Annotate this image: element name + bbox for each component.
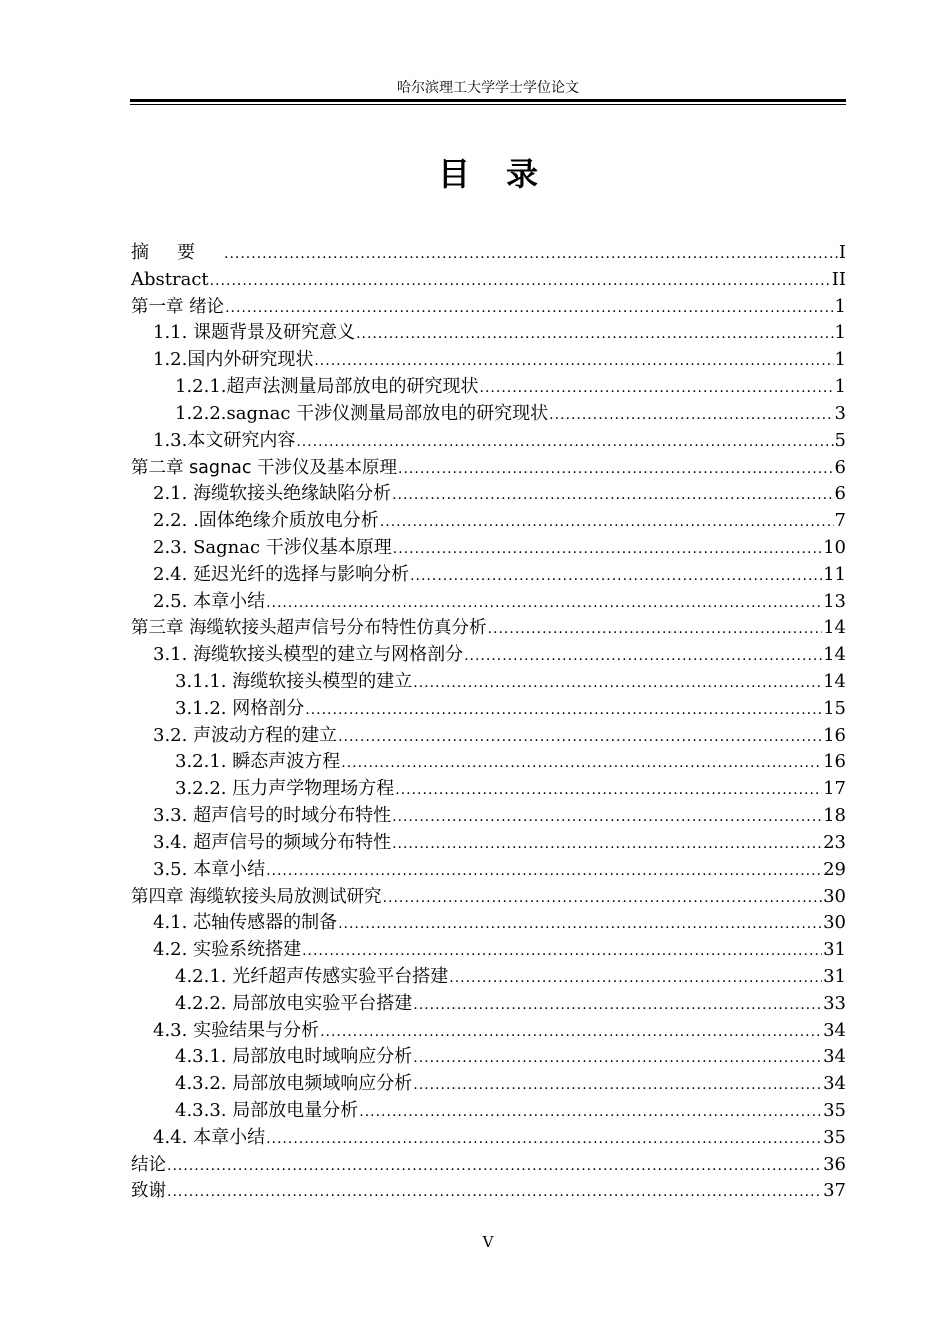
toc-entry[interactable] <box>131 535 846 562</box>
toc-entry-page: 10 <box>823 536 846 558</box>
toc-entry[interactable] <box>131 374 846 401</box>
header-rule-thin <box>130 104 846 105</box>
toc-entry[interactable] <box>131 1178 846 1205</box>
toc-entry-label: 1.2.2.sagnac 干涉仪测量局部放电的研究现状 <box>175 402 549 424</box>
toc-entry[interactable] <box>131 1018 846 1045</box>
toc-dot-leader <box>395 777 822 804</box>
toc-entry-label: 第四章 海缆软接头局放测试研究 <box>131 886 382 907</box>
toc-entry-page: 1 <box>834 322 846 344</box>
toc-entry-page: 16 <box>823 724 846 746</box>
toc-entry-label: 1.3.本文研究内容 <box>153 429 296 451</box>
toc-entry[interactable] <box>131 615 846 642</box>
toc-entry[interactable] <box>131 723 846 750</box>
toc-entry-label: Abstract <box>131 268 209 290</box>
toc-entry[interactable] <box>131 508 846 535</box>
toc-dot-leader <box>305 697 822 724</box>
toc-entry[interactable] <box>131 749 846 776</box>
toc-entry-page: 14 <box>823 617 846 639</box>
toc-dot-leader <box>338 724 822 751</box>
toc-entry-page: 31 <box>823 965 846 987</box>
running-header: 哈尔滨理工大学学士学位论文 <box>397 80 579 96</box>
toc-entry-page: 34 <box>823 1073 846 1095</box>
toc-dot-leader <box>398 456 834 483</box>
toc-entry-page: 18 <box>823 805 846 827</box>
toc-dot-leader <box>480 375 834 402</box>
toc-entry-page: 11 <box>823 563 846 585</box>
toc-dot-leader <box>449 965 822 992</box>
header-rule <box>130 99 846 102</box>
toc-entry[interactable] <box>131 1098 846 1125</box>
toc-dot-leader <box>380 509 834 536</box>
toc-entry[interactable] <box>131 267 846 294</box>
toc-entry-page: 14 <box>823 644 846 666</box>
toc-entry-page: 31 <box>823 939 846 961</box>
toc-entry-label: 4.2. 实验系统搭建 <box>153 939 302 961</box>
toc-entry-label: 4.3.1. 局部放电时域响应分析 <box>175 1046 413 1068</box>
toc-entry-page: 15 <box>823 697 846 719</box>
toc-entry[interactable] <box>131 910 846 937</box>
toc-entry-page: 3 <box>834 402 846 424</box>
toc-entry[interactable] <box>131 294 846 321</box>
toc-dot-leader <box>410 563 822 590</box>
toc-entry-page: II <box>831 268 846 290</box>
toc-dot-leader <box>413 992 822 1019</box>
toc-entry-page: 13 <box>823 590 846 612</box>
toc-entry[interactable] <box>131 1071 846 1098</box>
toc-entry-label: 2.5. 本章小结 <box>153 590 266 612</box>
toc-entry-page: 6 <box>834 483 846 505</box>
toc-dot-leader <box>338 911 822 938</box>
toc-dot-leader <box>167 1153 822 1180</box>
toc-dot-leader <box>392 831 822 858</box>
toc-dot-leader <box>356 321 833 348</box>
toc-entry-page: 30 <box>823 885 846 907</box>
toc-entry[interactable] <box>131 1152 846 1179</box>
toc-dot-leader <box>413 670 822 697</box>
toc-entry[interactable] <box>131 401 846 428</box>
toc-dot-leader <box>167 1179 822 1206</box>
toc-dot-leader <box>341 750 822 777</box>
toc-dot-leader <box>383 885 823 912</box>
toc-entry-label: 2.4. 延迟光纤的选择与影响分析 <box>153 563 410 585</box>
toc-dot-leader <box>266 858 822 885</box>
toc-entry[interactable] <box>131 589 846 616</box>
toc-entry-label: 3.2.2. 压力声学物理场方程 <box>175 778 395 800</box>
toc-entry-label: 2.2. .固体绝缘介质放电分析 <box>153 510 379 532</box>
toc-entry-page: 30 <box>823 912 846 934</box>
toc-dot-leader <box>488 616 823 643</box>
toc-entry-label: 3.1.1. 海缆软接头模型的建立 <box>175 671 413 692</box>
toc-entry[interactable] <box>131 1044 846 1071</box>
toc-entry-page: 35 <box>823 1126 846 1148</box>
toc-dot-leader <box>393 536 822 563</box>
toc-entry-label: 3.5. 本章小结 <box>153 858 266 880</box>
toc-entry-label: 3.1.2. 网格剖分 <box>175 697 305 719</box>
toc-entry-page: 36 <box>823 1153 846 1175</box>
toc-dot-leader <box>224 241 838 268</box>
toc-entry-page: 1 <box>834 376 846 398</box>
toc-entry-page: I <box>838 242 846 263</box>
toc-entry[interactable] <box>131 642 846 669</box>
toc-entry[interactable] <box>131 240 846 267</box>
toc-entry[interactable] <box>131 776 846 803</box>
toc-entry-page: 34 <box>823 1019 846 1041</box>
toc-entry-page: 17 <box>823 778 846 800</box>
toc-entry[interactable] <box>131 669 846 696</box>
toc-entry-page: 7 <box>834 510 846 532</box>
toc-entry-page: 1 <box>834 295 846 317</box>
toc-entry[interactable] <box>131 964 846 991</box>
toc-dot-leader <box>266 1126 822 1153</box>
toc-dot-leader <box>210 268 831 295</box>
toc-entry-label: 1.1. 课题背景及研究意义 <box>153 322 356 344</box>
toc-entry[interactable] <box>131 991 846 1018</box>
toc-dot-leader <box>296 429 833 456</box>
toc-entry[interactable] <box>131 428 846 455</box>
toc-dot-leader <box>314 348 833 375</box>
toc-entry-page: 35 <box>823 1100 846 1121</box>
table-of-contents <box>131 240 846 1205</box>
toc-entry[interactable] <box>131 803 846 830</box>
toc-entry-label: 第三章 海缆软接头超声信号分布特性仿真分析 <box>131 618 487 639</box>
toc-entry-label: 3.2. 声波动方程的建立 <box>153 724 338 746</box>
toc-entry-page: 37 <box>823 1180 846 1202</box>
toc-dot-leader <box>266 590 822 617</box>
toc-entry[interactable] <box>131 320 846 347</box>
toc-dot-leader <box>359 1099 822 1126</box>
toc-entry-page: 33 <box>823 992 846 1014</box>
toc-entry-label: 3.1. 海缆软接头模型的建立与网格剖分 <box>153 644 464 666</box>
toc-entry-label: 摘要 <box>131 242 223 263</box>
toc-entry[interactable] <box>131 481 846 508</box>
toc-entry-label: 2.3. Sagnac 干涉仪基本原理 <box>153 536 392 558</box>
toc-entry[interactable] <box>131 1125 846 1152</box>
toc-dot-leader <box>549 402 833 429</box>
toc-entry-page: 34 <box>823 1046 846 1068</box>
toc-entry[interactable] <box>131 884 846 911</box>
toc-entry-label: 第一章 绪论 <box>131 296 225 317</box>
toc-entry[interactable] <box>131 696 846 723</box>
page-number: V <box>482 1233 494 1251</box>
toc-entry-label: 4.2.1. 光纤超声传感实验平台搭建 <box>175 965 449 987</box>
toc-entry-label: 3.3. 超声信号的时域分布特性 <box>153 805 392 827</box>
toc-entry-page: 1 <box>834 349 846 371</box>
toc-entry-page: 29 <box>823 858 846 880</box>
toc-entry-label: 2.1. 海缆软接头绝缘缺陷分析 <box>153 483 392 505</box>
toc-title: 目录 <box>437 155 574 193</box>
toc-dot-leader <box>392 804 822 831</box>
toc-entry-label: 3.4. 超声信号的频域分布特性 <box>153 831 392 853</box>
toc-dot-leader <box>302 938 822 965</box>
toc-entry-label: 1.2.1.超声法测量局部放电的研究现状 <box>175 376 479 398</box>
toc-entry-page: 16 <box>823 751 846 773</box>
toc-entry-page: 5 <box>834 429 846 451</box>
toc-entry-label: 3.2.1. 瞬态声波方程 <box>175 751 341 773</box>
toc-dot-leader <box>225 295 833 322</box>
toc-entry-label: 4.3.2. 局部放电频域响应分析 <box>175 1073 413 1095</box>
toc-entry-label: 4.1. 芯轴传感器的制备 <box>153 912 338 934</box>
toc-entry-label: 结论 <box>131 1154 166 1175</box>
toc-entry[interactable] <box>131 857 846 884</box>
toc-entry[interactable] <box>131 830 846 857</box>
toc-entry-label: 4.3.3. 局部放电量分析 <box>175 1100 359 1121</box>
toc-entry-label: 致谢 <box>131 1181 166 1202</box>
toc-entry-label: 第二章 sagnac 干涉仪及基本原理 <box>131 457 398 478</box>
toc-dot-leader <box>413 1045 822 1072</box>
toc-entry[interactable] <box>131 937 846 964</box>
toc-entry-label: 4.2.2. 局部放电实验平台搭建 <box>175 992 413 1014</box>
toc-entry[interactable] <box>131 455 846 482</box>
toc-entry-page: 6 <box>834 456 846 478</box>
toc-dot-leader <box>464 643 822 670</box>
toc-entry-label: 4.3. 实验结果与分析 <box>153 1019 320 1041</box>
toc-entry-page: 14 <box>823 671 846 692</box>
toc-dot-leader <box>392 482 833 509</box>
toc-entry-label: 1.2.国内外研究现状 <box>153 349 314 371</box>
toc-entry[interactable] <box>131 347 846 374</box>
toc-dot-leader <box>413 1072 822 1099</box>
toc-entry[interactable] <box>131 562 846 589</box>
toc-entry-label: 4.4. 本章小结 <box>153 1126 266 1148</box>
toc-entry-page: 23 <box>823 831 846 853</box>
toc-dot-leader <box>320 1019 822 1046</box>
